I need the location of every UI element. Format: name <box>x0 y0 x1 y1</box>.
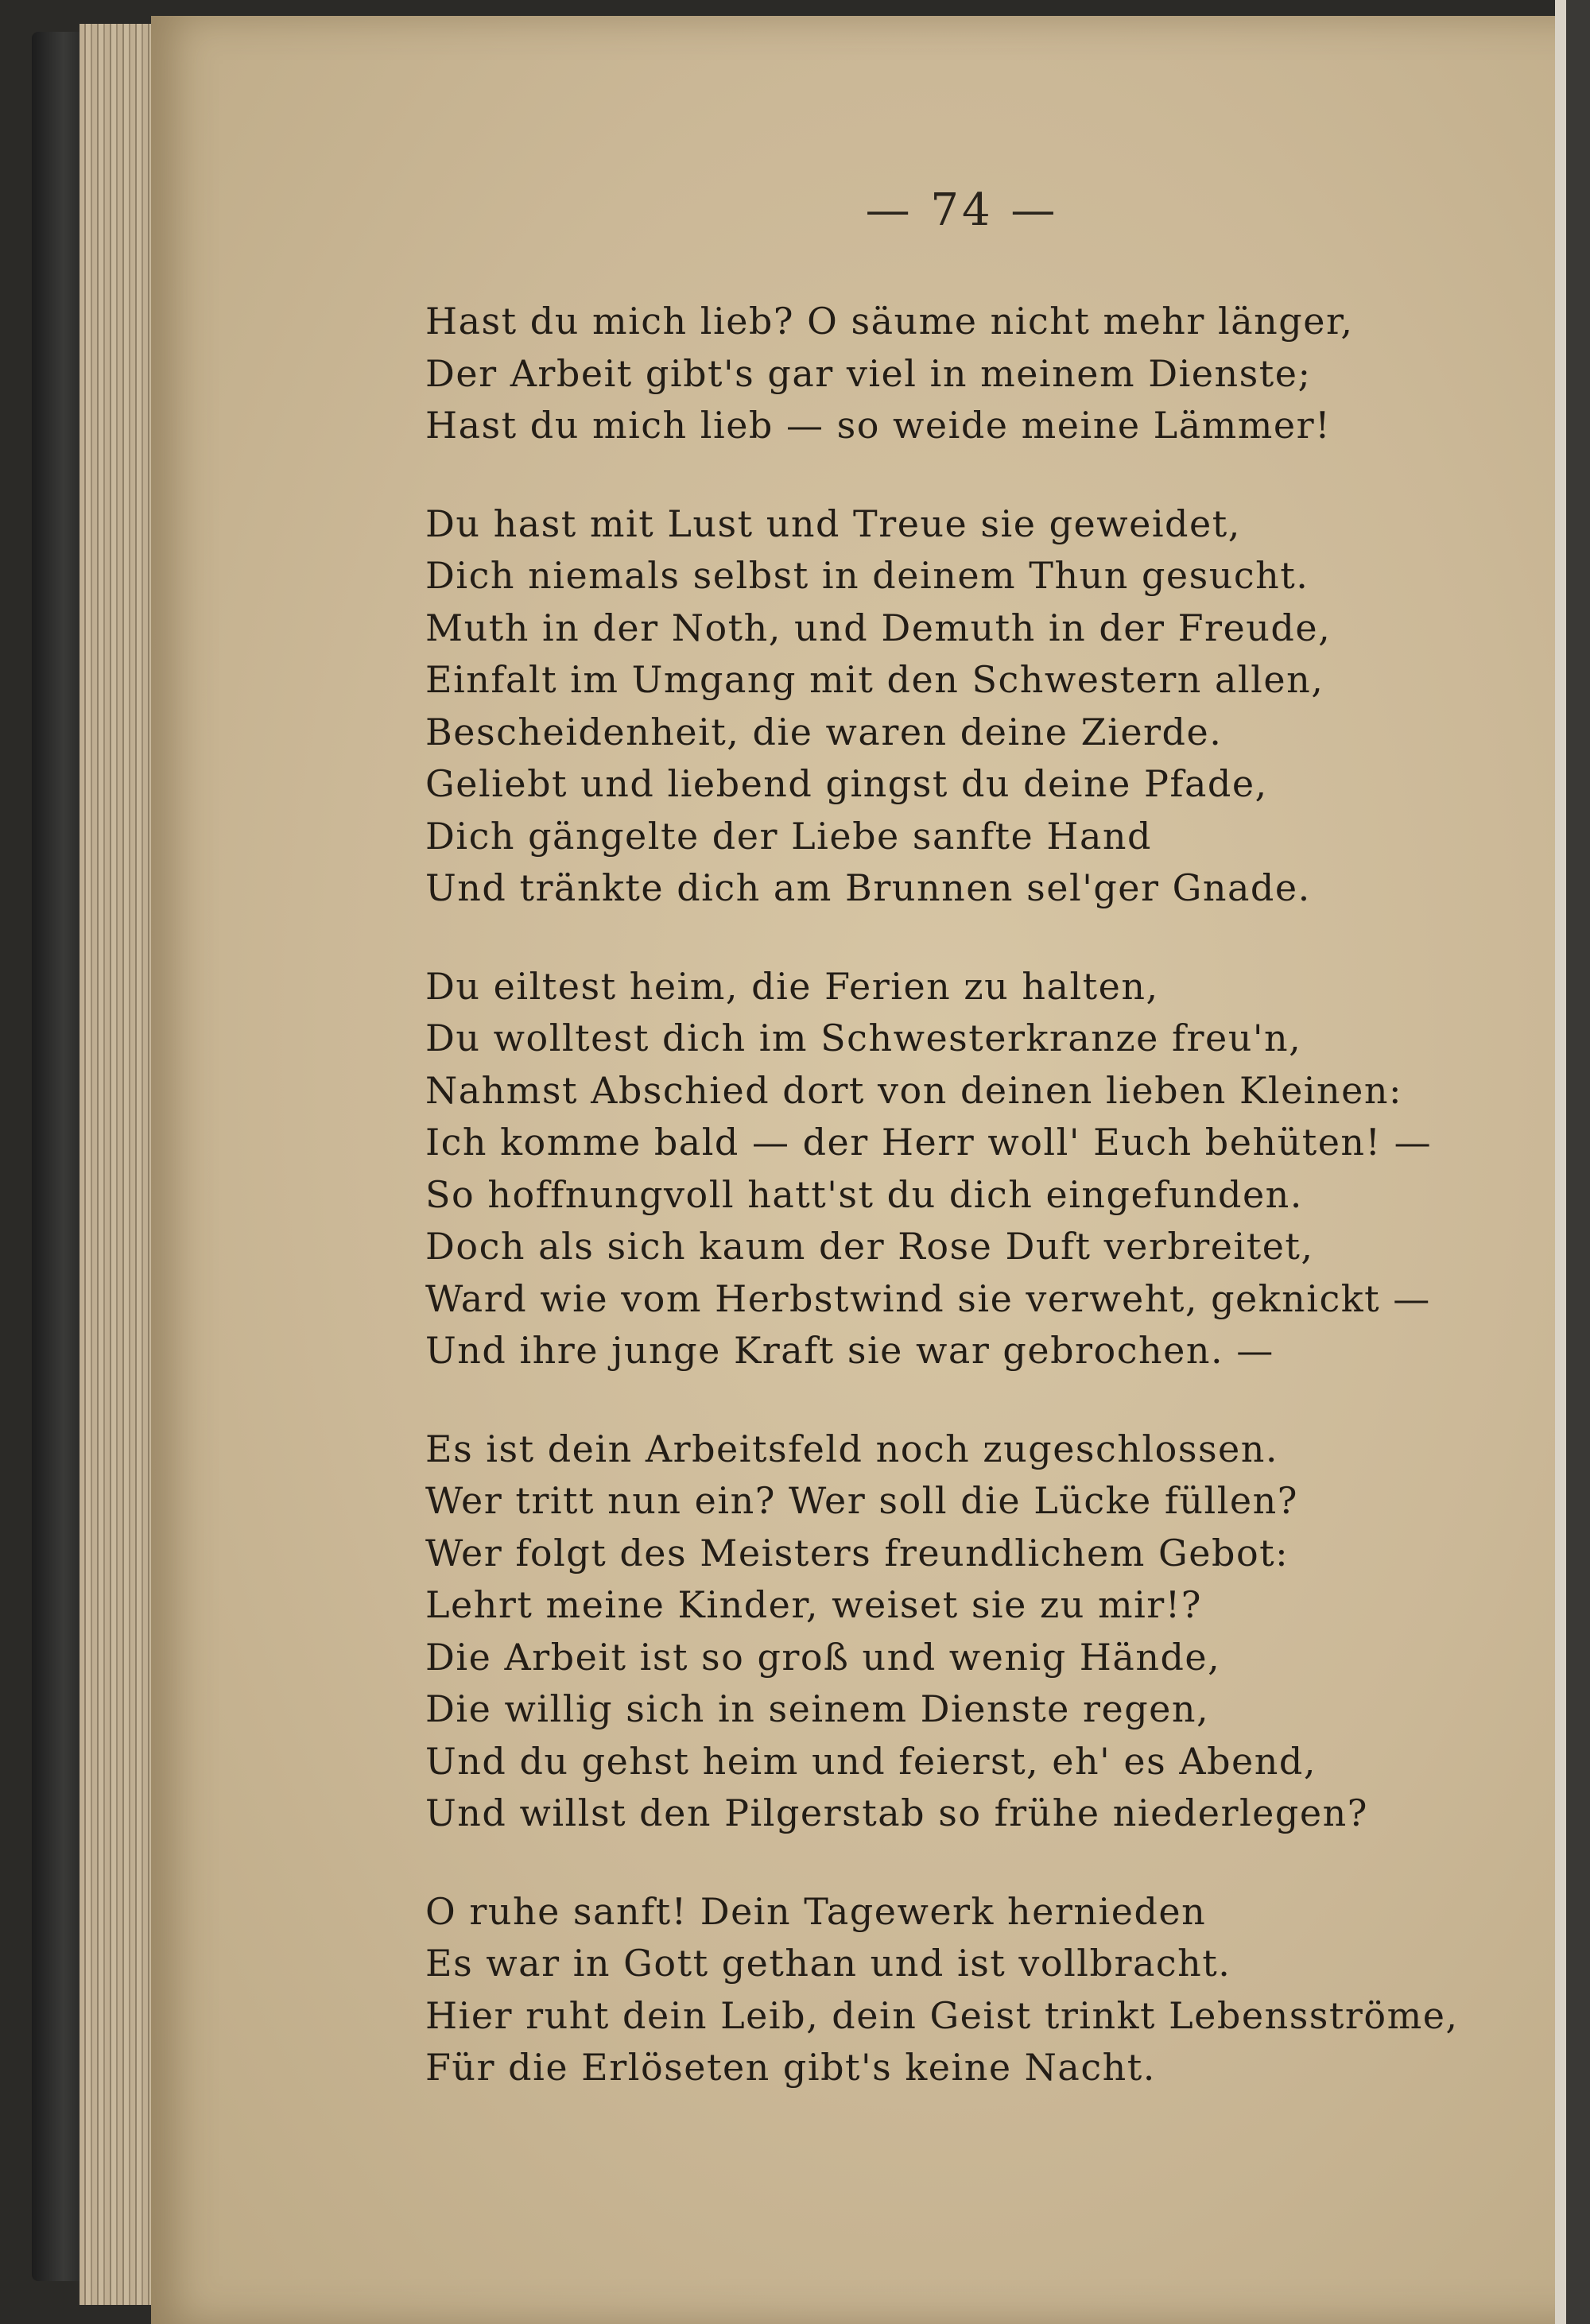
scanner-border <box>1566 0 1590 2324</box>
poem-line: Lehrt meine Kinder, weiset sie zu mir!? <box>425 1583 1202 1626</box>
poem-line: Die willig sich in seinem Dienste regen, <box>425 1687 1210 1730</box>
poem-line: Hast du mich lieb? O säume nicht mehr länger, <box>425 300 1354 343</box>
poem-line: So hoffnungvoll hatt'st du dich eingefunden. <box>425 1172 1303 1216</box>
poem-line: Und du gehst heim und feierst, eh' es Abend, <box>425 1739 1317 1783</box>
page-number: — 74 — <box>865 184 1059 236</box>
poem-line: Du hast mit Lust und Treue sie geweidet, <box>425 502 1241 545</box>
stanza <box>425 1886 1491 2094</box>
stanza <box>425 1423 1491 1840</box>
poem-line: Bescheidenheit, die waren deine Zierde. <box>425 710 1223 753</box>
poem-line: Und ihre junge Kraft sie war gebrochen. — <box>425 1329 1274 1372</box>
poem-line: Du wolltest dich im Schwesterkranze freu'n, <box>425 1017 1302 1059</box>
poem-line: Muth in der Noth, und Demuth in der Freude, <box>425 606 1332 649</box>
poem-line: Hast du mich lieb — so weide meine Lämmer! <box>425 404 1332 447</box>
poem-line: Und tränkte dich am Brunnen sel'ger Gnade. <box>425 866 1311 909</box>
poem-line: Der Arbeit gibt's gar viel in meinem Dienste; <box>425 351 1312 395</box>
poem-line: O ruhe sanft! Dein Tagewerk hernieden <box>425 1889 1207 1933</box>
poem-line: Ich komme bald — der Herr woll' Euch behüten! — <box>425 1121 1433 1164</box>
poem-line: Einfalt im Umgang mit den Schwestern allen, <box>425 658 1324 701</box>
poem-line: Wer folgt des Meisters freundlichem Gebot: <box>425 1531 1289 1575</box>
poem-line: Nahmst Abschied dort von deinen lieben Kleinen: <box>425 1068 1402 1112</box>
poem-line: Du eiltest heim, die Ferien zu halten, <box>425 964 1159 1008</box>
stanza <box>425 498 1491 915</box>
poem-line: Dich gängelte der Liebe sanfte Hand <box>425 814 1152 858</box>
stanza <box>425 296 1491 452</box>
scanner-margin <box>1555 0 1566 2324</box>
poem-line: Geliebt und liebend gingst du deine Pfade, <box>425 762 1268 805</box>
poem-line: Wer tritt nun ein? Wer soll die Lücke füllen? <box>425 1479 1298 1522</box>
poem-text <box>425 296 1491 2140</box>
poem-line: Es war in Gott gethan und ist vollbracht. <box>425 1942 1231 1985</box>
poem-line: Ward wie vom Herbstwind sie verweht, geknickt — <box>425 1276 1431 1320</box>
stanza <box>425 961 1491 1377</box>
poem-line: Für die Erlöseten gibt's keine Nacht. <box>425 2046 1156 2089</box>
poem-line: Doch als sich kaum der Rose Duft verbreitet, <box>425 1225 1314 1268</box>
poem-line: Die Arbeit ist so groß und wenig Hände, <box>425 1635 1221 1679</box>
poem-line: Es ist dein Arbeitsfeld noch zugeschlossen. <box>425 1427 1279 1470</box>
poem-line: Dich niemals selbst in deinem Thun gesucht. <box>425 554 1309 597</box>
poem-line: Und willst den Pilgerstab so frühe niederlegen? <box>425 1791 1368 1834</box>
poem-line: Hier ruht dein Leib, dein Geist trinkt Lebensströme, <box>425 1993 1459 2037</box>
